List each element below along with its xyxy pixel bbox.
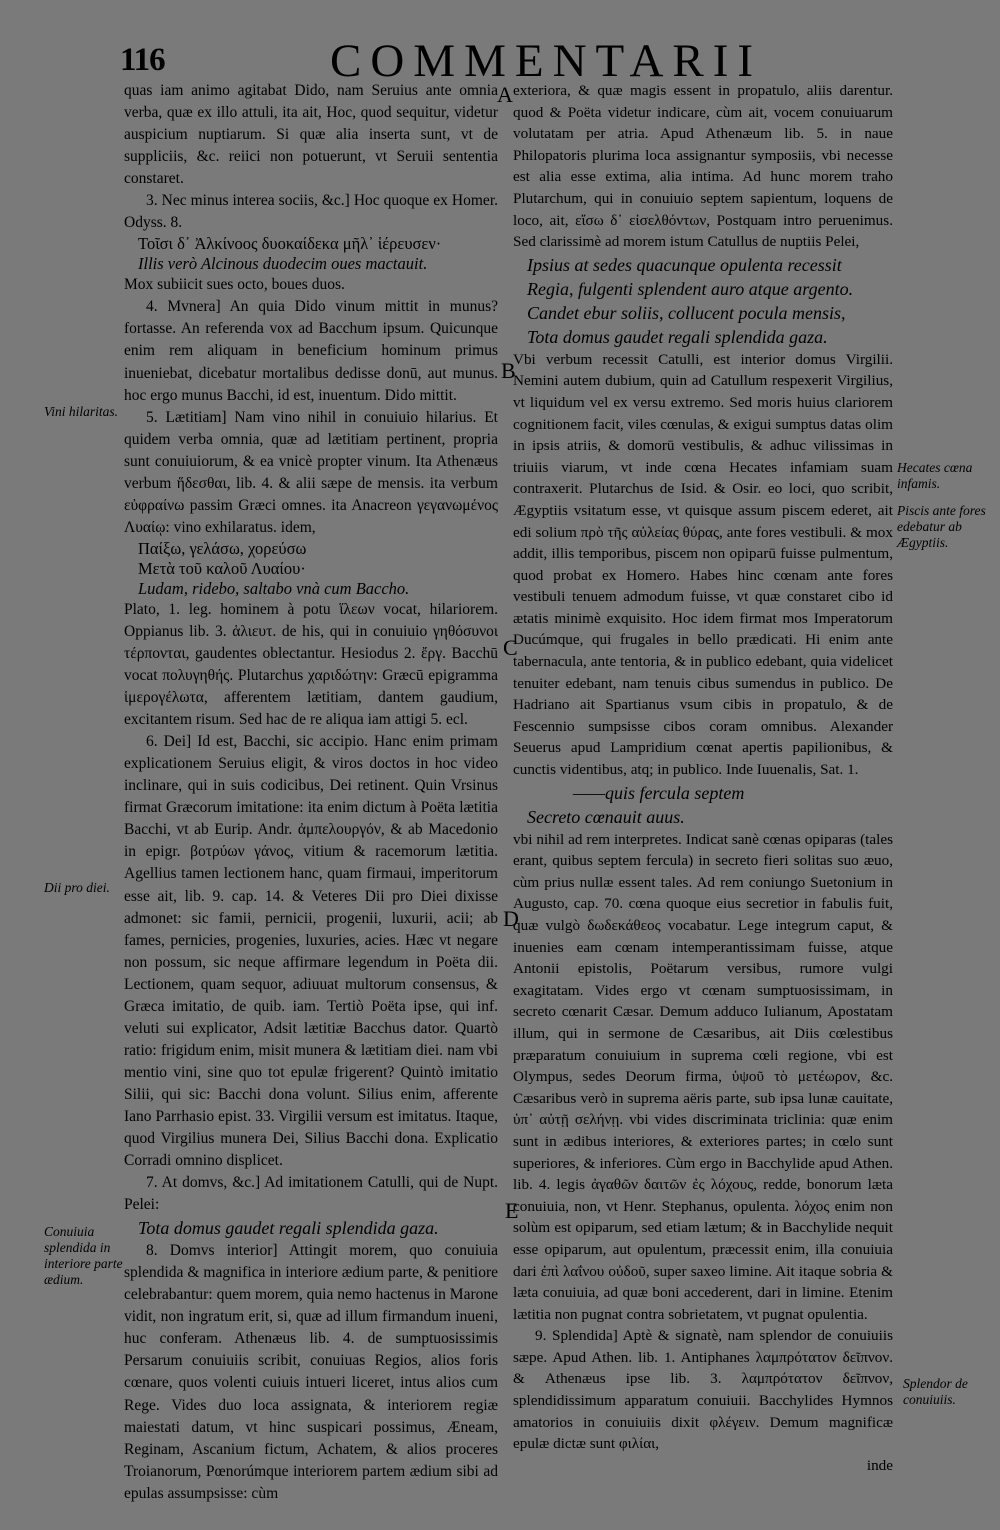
catullus-quote: Tota domus gaudet regali splendida gaza. [138, 1218, 439, 1239]
note-5-laetitiam: 5. Lætitiam] Nam vino nihil in conuiuio hilarius. Et quidem verba omnia, quæ ad lætitiam pertinent, propria sunt conuiuiorum, & ea vnicè propter vinum. Ita Athenæus verbum ἥδεσθαι, lib. 4. & alii sæpe de mensis. ita verbum εὐφραίνω passim Græci omnes. ita Anacreon γεγανωμένος Λυαίῳ: vino exhilaratus. idem, [124, 408, 498, 536]
paragraph-interpretes: vbi nihil ad rem interpretes. Indicat sanè cœnas opiparas (tales erant, quibus septem fercula) in secreto fieri solitas suo æuo, cùm prius nullæ essent tales. Ad rem coniungo Suetonium in Augusto, cap. 70. cœna quoque eius secretior in fabulis fuit, quæ vulgò δωδεκάθεος vocabatur. Lege integrum caput, & inuenies eam cœnam intemperantissimam fuisse, atque Antonii epistolis, Poëtarum versibus, rumore vulgi exagitatam. Vides ergo vt cœnam sumptuosissimam, in secreto cœnarit Cæsar. Demum adduco Iulianum, Apostatam illum, qui in sermone de Cæsaribus, ait Diis cœlestibus præparatum conuiuium in suprema cœli regione, vbi est Olympus, sedes Deorum firma, ὑψοῦ τὸ μετέωρον, &c. Cæsaribus verò in suprema aëris parte, sub ipsa lunæ cauitate, ὑπ᾽ αὐτῇ σελήνῃ. vbi vides discriminata triclinia: quæ enim sunt in ædibus interiores, & exteriores partes; in cœlo sunt superiores, & inferiores. Cùm ergo in Bacchylide apud Athen. lib. 4. legis ἀγαθῶν δαιτῶν ἐς λόχους, redde, bonorum læta conuiuia, non, vt Henr. Stephanus, opulenta. λόχος enim non solùm est opiparum, sed etiam lætum; & in Bacchylide nequit esse opiparum, aut opulentum, præcessit enim, illa conuiuia dari ἐπὶ λαΐνου οὐδοῦ, super saxeo limine. Ait itaque sobria & læta conuiuia, ad quæ boni accederent, dari in limine. Etenim lætitia non pugnat contra sobrietatem, vt pugnat opulentia. [513, 830, 893, 1323]
section-letter-e: E [505, 1198, 519, 1223]
catchword: inde [866, 1456, 893, 1474]
note-4-munera: 4. Mvnera] An quia Dido vinum mittit in munus? fortasse. An referenda vox ad Bacchum ipsum. Quicunque enim rem aliquam in beneficium hominum primus inueniebat, dicebatur mortalibus dedisse donū, aut munus. hoc ergo munus Bacchi, id est, inuentum. Dido mittit. [124, 298, 498, 404]
note-8-domus-interior: 8. Domvs interior] Attingit morem, quo conuiuia splendida & magnifica in interiore ædium parte, & penitiore celebrabantur: quem morem, quia nemo hactenus in Marone vidit, non ingratum erit, si, quæ ad illum firmandum inueni, huc conferam. Athenæus lib. 4. de sumptuosissimis Persarum conuiuiis scribit, conuiuas Regios, alios foris cœnare, quos volenti cuiuis intueri liceret, intus alios cum Rege. Vides duo loca assignata, & interiorem regiæ maiestati datum, vt hinc suspicari possimus, Æneam, Reginam, Ascanium fictum, Achatem, & alios proceres Troianorum, Pœnorúmque interiorem partem ædium sibi ad epulas assumpsisse: cùm [124, 1242, 498, 1502]
paragraph-recessit: Vbi verbum recessit Catulli, est interior domus Virgilii. Nemini autem dubium, quin ad Catullum respexerit Virgilius, vt liquidum vel ex versu extremo. Sed moris huius clariorem cognitionem facit, viles cœnulas, & exigui sumptus datas olim in ipsis atriis, & domorū vestibulis, & adhuc vilissimas in triuiis viarum, vt inde cœna Hecates infamiam suam contraxerit. Plutarchus de Isid. & Osir. eo loci, quo scribit, Ægyptiis vsitatum esse, vt quisque assum piscem ederet, ait edi solium πρὸ τῆς αὐλείας θύρας, ante fores vestibuli. & mox addit, illis temporibus, piscem non opiparū fuisse pulmentum, quod probat ex Homero. Habes hinc cœnam ante fores vestibuli tenuem admodum fuisse, vt quæ constaret cibo id ætatis minimè exquisito. Hoc idem firmat mos Imperatorum Ducúmque, qui frugales in bello prædicati. Hi enim ante tabernacula, ante tentoria, & in publico edebant, quia videlicet tenuiter edebant, nam tenuis cibus sumendus in publico. De Hadriano ait Spartianus vsum cibis in propatulo, & de Fescennio sumpsisse cibos coram omnibus. Alexander Seuerus apud Lampridium cœnat apertis papilionibus, & cunctis videntibus, atq; in publico. Inde Iuuenalis, Sat. 1. [513, 350, 893, 779]
latin-translation-homer: Illis verò Alcinous duodecim oues mactauit. [138, 254, 428, 274]
page-header [0, 0, 1000, 92]
margin-note-dii: Dii pro diei. [44, 880, 110, 895]
note-5-continued: Plato, 1. leg. hominem à potu ἵλεων vocat, hilariorem. Oppianus lib. 3. ἁλιευτ. de his, qui in conuiuio γηθόσυνοι τέρπονται, gaudentes oblectantur. Hesiodus 2. ἔργ. Bacchū vocat πολυγηθής. Plutarchus χαριδώτην: Græcū epigramma ἱμερογέλωτα, afferentem lætitiam, dantem gaudium, excitantem risum. Sed hac de re aliqua iam attigi 5. ecl. [124, 600, 498, 729]
greek-verse-anacreon-1: Παίξω, γελάσω, χορεύσω [138, 538, 307, 558]
right-column [513, 80, 893, 1476]
note-6-dei: 6. Dei] Id est, Bacchi, sic accipio. Hanc enim primam explicationem Seruius eligit, & viros doctos in hoc video inclinare, qui in suis codicibus, Dei retinent. Quin Vrsinus firmat Græcorum imitatione: ita enim dictum à Poëta lætitia Bacchi, vt ab Eurip. Andr. ἀμπελουργόν, & ab Macedonio in epigr. βοτρύων γάνος, vitium & racemorum lætitia. Agellius tamen lectionem hanc, quam firmaui, imperitorum esse ait, lib. 9. cap. 14. & Veteres Dii pro Diei dixisse admonet: sic famii, pernicii, progenii, luxurii, acii; ab fames, pernicies, progenies, luxuries, acies. Hæc vt negare non possum, sic neque affirmare legendum in Poëta dii. Lectionem, quam sequor, adiuuat multorum consensus, & Græca imitatio, de quib. iam. Tertiò Poëta ipse, qui inf. veluti sui explicator, Adsit lætitiæ Bacchus dator. Quartò ratio: frigidum enim, misit munera & lætitiam diei. nam vbi mentio vini, sine quo tot epulæ frigerent? Quintò imitatio Silii, qui sic: Bacchi dona volunt. Silius enim, afferente Iano Parrhasio epist. 33. Virgilii versum est imitatus. Itaque, quod Virgilius munera Dei, Silius Bacchi dona. Explicatio Corradi omnino displicet. [124, 733, 498, 1170]
greek-verse-homer: Τοῖσι δ᾽ Ἀλκίνοος δυοκαίδεκα μῆλ᾽ ἱέρευσεν· [138, 234, 442, 254]
juvenal-verse-1: ——quis fercula septem [573, 782, 745, 803]
margin-note-conuiuia: Conuiuia splendida in interiore parte ædium. [44, 1224, 123, 1287]
paragraph-continued: exteriora, & quæ magis essent in propatulo, aliis darentur. quod & Poëta videtur indicare, cùm ait, vocem conuiuarum volutatam per atria. Apud Athenæum lib. 5. in naue Philopatoris plurima loca assignantur symposiis, vbi necesse est alia esse extima, alia intima. Ad hunc morem traho Plutarchum, qui in conuiuio septem sapientum, loquens de loco, ait, εἴσω δ᾽ εἰσελθόντων, Postquam intro peruenimus. Sed clarissimè ad morem istum Catullus de nuptiis Pelei, [513, 82, 893, 251]
margin-note-piscis: Piscis ante fores edebatur ab Ægyptiis. [897, 503, 986, 550]
section-letter-d: D [503, 906, 519, 931]
note-3-continued: Mox subiicit sues octo, boues duos. [124, 276, 345, 294]
catullus-verse-4: Tota domus gaudet regali splendida gaza. [527, 326, 828, 347]
catullus-verse-2: Regia, fulgenti splendent auro atque argento. [527, 278, 854, 299]
note-9-splendida: 9. Splendida] Aptè & signatè, nam splendor de conuiuiis sæpe. Apud Athen. lib. 1. Antiphanes λαμπρότατον δεῖπνον. & Athenæus ipse lib. 3. λαμπρότατον δεῖπνον, splendidissimum apparatum conuiuii. Bacchylides Hymnos amatorios in conuiuiis dixit φλέγειν. Demum magnificæ epulæ dictæ sunt φιλίαι, [513, 1327, 893, 1453]
running-head: COMMENTARII [330, 35, 763, 87]
catullus-verse-3: Candet ebur soliis, collucent pocula mensis, [527, 302, 846, 323]
note-7-at-domus: 7. At domvs, &c.] Ad imitationem Catulli, qui de Nupt. Pelei: [124, 1174, 498, 1214]
note-3-lemma: 3. Nec minus interea sociis, &c.] Hoc quoque ex Homer. Odyss. 8. [124, 192, 498, 232]
paragraph-intro: quas iam animo agitabat Dido, nam Seruius ante omnia verba, quæ ex illo attuli, ita ait, Hoc, quod sequitur, videtur auspicium nuptiarum. Si quæ alia inserta sunt, vt de suppliciis, &c. reiici non potuerunt, vt Seruii sententia constaret. [124, 82, 498, 188]
greek-verse-anacreon-2: Μετὰ τοῦ καλοῦ Λυαίου· [138, 558, 306, 578]
latin-translation-anacreon: Ludam, ridebo, saltabo vnà cum Baccho. [138, 578, 410, 598]
left-column [124, 80, 498, 1505]
margin-note-vini: Vini hilaritas. [44, 404, 119, 419]
margin-note-hecates: Hecates cœna infamis. [897, 460, 973, 491]
section-letter-c: C [503, 635, 518, 660]
section-letter-a: A [497, 82, 513, 107]
page-number: 116 [120, 42, 165, 78]
catullus-verse-1: Ipsius at sedes quacunque opulenta recessit [527, 254, 842, 275]
juvenal-verse-2: Secreto cœnauit auus. [527, 806, 685, 827]
margin-note-splendor: Splendor de conuiuiis. [903, 1376, 968, 1407]
section-letter-b: B [501, 358, 516, 383]
